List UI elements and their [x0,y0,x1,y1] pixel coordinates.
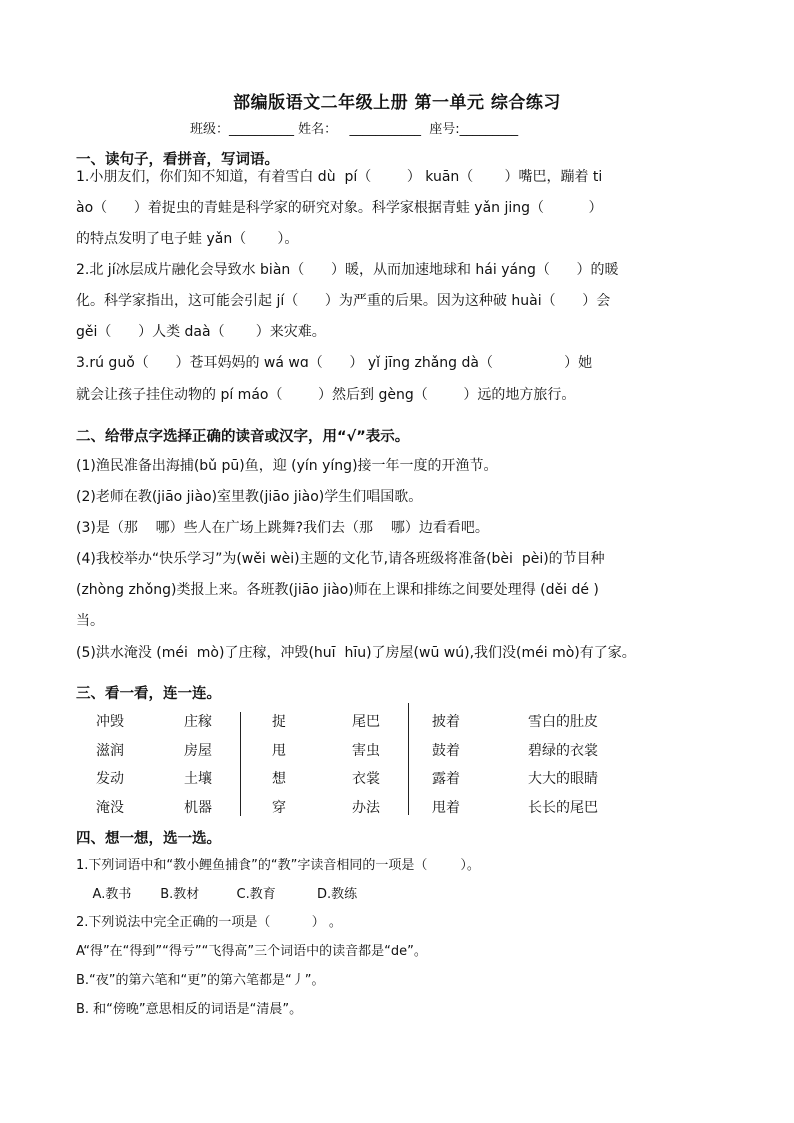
match-word[interactable]: 露着 [432,771,460,787]
match-word[interactable]: 雪白的肚皮 [528,714,598,730]
s2-line: (zhòng zhǒng)类报上来。各班教(jiāo jiào)师在上课和排练之间要处理得 (děi dé ) [76,582,599,598]
match-word[interactable]: 发动 [96,771,124,787]
match-word[interactable]: 甩 [272,743,286,759]
s2-line: 当。 [76,613,104,629]
page-title: 部编版语文二年级上册 第一单元 综合练习 [233,93,561,113]
match-word[interactable]: 办法 [352,800,380,816]
match-word[interactable]: 碧绿的衣裳 [528,743,598,759]
match-word[interactable]: 披着 [432,714,460,730]
column-divider [408,703,409,815]
student-info-line: 班级：__________ 姓名： ___________ 座号:_________ [190,122,519,137]
match-word[interactable]: 鼓着 [432,743,460,759]
match-word[interactable]: 机器 [184,800,212,816]
match-word[interactable]: 房屋 [184,743,212,759]
match-word[interactable]: 淹没 [96,800,124,816]
s1-line: 1.小朋友们，你们知不知道，有着雪白 dù pí（ ） kuān（ ）嘴巴，蹦着 ti [76,169,603,185]
match-word[interactable]: 大大的眼睛 [528,771,598,787]
s1-line: ào（ ）着捉虫的青蛙是科学家的研究对象。科学家根据青蛙 yǎn jing（ ） [76,200,603,216]
match-word[interactable]: 长长的尾巴 [528,800,598,816]
s1-line: 3.rú guǒ（ ）苍耳妈妈的 wá wɑ（ ） yǐ jīng zhǎng dà（ ）她 [76,355,593,371]
match-word[interactable]: 穿 [272,800,286,816]
s2-line: (5)洪水淹没 (méi mò)了庄稼，冲毁(huī hīu)了房屋(wū wú),我们没(méi mò)有了家。 [76,645,636,661]
section-3-heading: 三、看一看，连一连。 [76,686,221,702]
s2-line: (4)我校举办“快乐学习”为(wěi wèi)主题的文化节,请各班级将准备(bèi pèi)的节目种 [76,551,605,567]
match-word[interactable]: 捉 [272,714,286,730]
s1-line: 化。科学家指出，这可能会引起 jí（ ）为严重的后果。因为这种破 huài（ ）会 [76,293,611,309]
s1-line: 2.北 jí冰层成片融化会导致水 biàn（ ）暖，从而加速地球和 hái yáng（ ）的暖 [76,262,619,278]
match-word[interactable]: 尾巴 [352,714,380,730]
column-divider [240,712,241,816]
s2-line: (1)渔民准备出海捕(bǔ pū)鱼，迎 (yín yíng)接一年一度的开渔节。 [76,458,498,474]
section-1-heading: 一、读句子，看拼音，写词语。 [76,152,279,168]
section-4-heading: 四、想一想，选一选。 [76,831,221,847]
s2-line: (2)老师在教(jiāo jiào)室里教(jiāo jiào)学生们唱国歌。 [76,489,423,505]
match-word[interactable]: 害虫 [352,743,380,759]
s1-line: 的特点发明了电子蛙 yǎn（ ）。 [76,231,299,247]
match-word[interactable]: 冲毁 [96,714,124,730]
s4-line: A“得”在“得到”“得亏”“飞得高”三个词语中的读音都是“de”。 [76,944,427,959]
section-2-heading: 二、给带点字选择正确的读音或汉字，用“√”表示。 [76,429,410,445]
s4-line: 2.下列说法中完全正确的一项是（ ） 。 [76,915,342,930]
s1-line: 就会让孩子挂住动物的 pí máo（ ）然后到 gèng（ ）远的地方旅行。 [76,387,576,403]
match-word[interactable]: 想 [272,771,286,787]
match-word[interactable]: 滋润 [96,743,124,759]
s4-line: B. 和“傍晚”意思相反的词语是“清晨”。 [76,1002,303,1017]
s1-line: gěi（ ）人类 daà（ ）来灾难。 [76,324,326,340]
match-word[interactable]: 土壤 [184,771,212,787]
match-word[interactable]: 甩着 [432,800,460,816]
s4-line: B.“夜”的第六笔和“更”的第六笔都是“丿”。 [76,973,325,988]
match-word[interactable]: 衣裳 [352,771,380,787]
s2-line: (3)是（那 哪）些人在广场上跳舞?我们去（那 哪）边看看吧。 [76,520,489,536]
match-word[interactable]: 庄稼 [184,714,212,730]
s4-options[interactable]: A.教书 B.教材 C.教育 D.教练 [76,887,358,902]
s4-line: 1.下列词语中和“教小鲤鱼捕食”的“教”字读音相同的一项是（ ）。 [76,858,480,873]
